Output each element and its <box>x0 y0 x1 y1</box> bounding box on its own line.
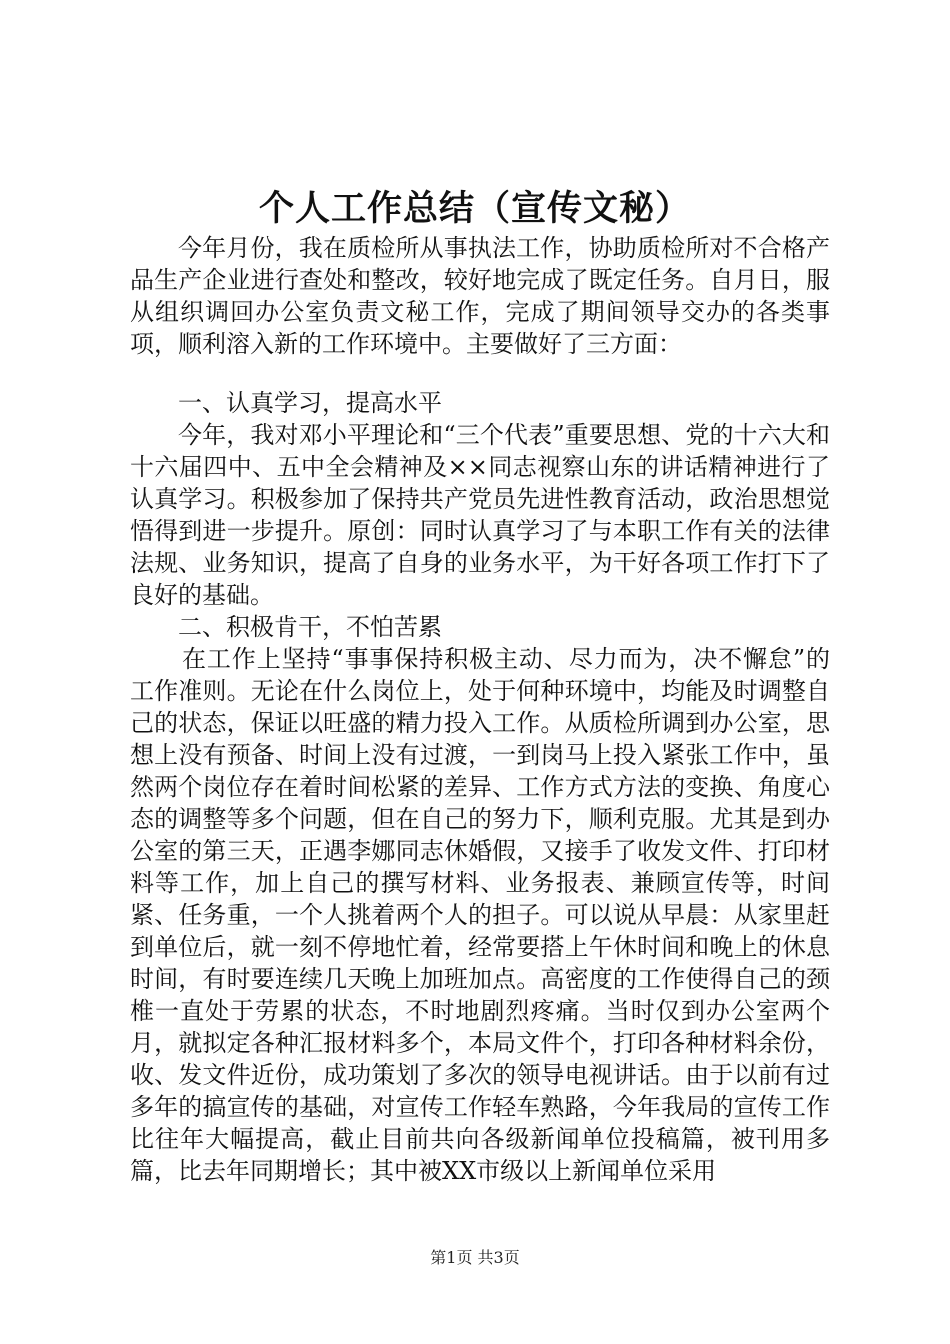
page-number-footer: 第1页 共3页 <box>430 1248 520 1267</box>
paragraph-section-2: 在工作上坚持“事事保持积极主动、尽力而为，决不懈怠”的工作准则。无论在什么岗位上，处于何种环境中，均能及时调整自己的状态，保证以旺盛的精力投入工作。从质检所调到办公室，思想上没有预备、时间上没有过渡，一到岗马上投入紧张工作中，虽然两个岗位存在着时间松紧的差异、工作方式方法的变换、角度心态的调整等多个问题，但在自己的努力下，顺利克服。尤其是到办公室的第三天，正遇李娜同志休婚假，又接手了收发文件、打印材料等工作，加上自己的撰写材料、业务报表、兼顾宣传等，时间紧、任务重，一个人挑着两个人的担子。可以说从早晨：从家里赶到单位后，就一刻不停地忙着，经常要搭上午休时间和晚上的休息时间，有时要连续几天晚上加班加点。高密度的工作使得自己的颈椎一直处于劳累的状态，不时地剧烈疼痛。当时仅到办公室两个月，就拟定各种汇报材料多个，本局文件个，打印各种材料余份，收、发文件近份，成功策划了多次的领导电视讲话。由于以前有过多年的搞宣传的基础，对宣传工作轻车熟路，今年我局的宣传工作比往年大幅提高，截止目前共向各级新闻单位投稿篇，被刊用多篇，比去年同期增长；其中被XX市级以上新闻单位采用 <box>130 645 830 1185</box>
page-title: 个人工作总结（宣传文秘） <box>258 188 691 229</box>
section-heading-1: 一、认真学习，提高水平 <box>178 389 442 417</box>
paragraph-section-1: 今年，我对邓小平理论和“三个代表”重要思想、党的十六大和十六届四中、五中全会精神及××同志视察山东的讲话精神进行了认真学习。积极参加了保持共产党员先进性教育活动，政治思想觉悟得到进一步提升。原创：同时认真学习了与本职工作有关的法律法规、业务知识，提高了自身的业务水平，为干好各项工作打下了良好的基础。 <box>130 421 830 609</box>
paragraph-intro: 今年月份，我在质检所从事执法工作，协助质检所对不合格产品生产企业进行查处和整改，较好地完成了既定任务。自月日，服从组织调回办公室负责文秘工作，完成了期间领导交办的各类事项，顺利溶入新的工作环境中。主要做好了三方面： <box>130 234 830 358</box>
section-heading-2: 二、积极肯干，不怕苦累 <box>178 613 442 641</box>
document-body <box>130 232 830 1187</box>
